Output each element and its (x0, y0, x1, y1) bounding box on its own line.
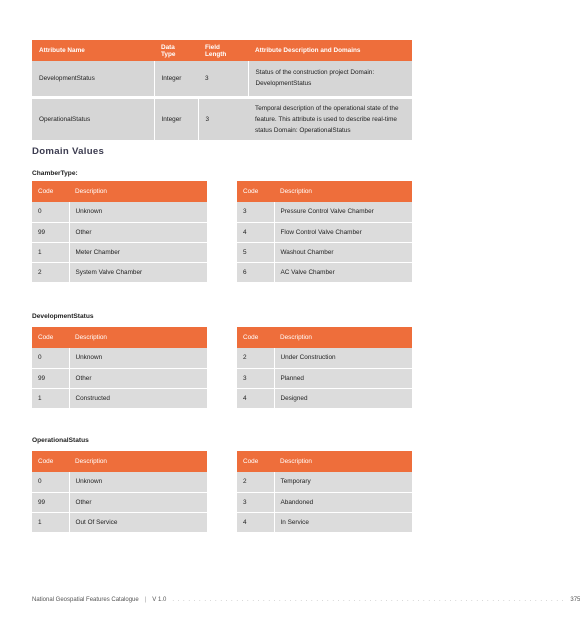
table-row (237, 388, 412, 408)
table-row (237, 472, 412, 492)
table-row (237, 242, 412, 262)
table-row (237, 348, 412, 368)
field-length-cell: 3 (198, 61, 248, 97)
code-cell: 1 (32, 512, 69, 532)
code-cell: 4 (237, 512, 274, 532)
chamber-type-table-left (32, 181, 207, 283)
code-cell: 1 (32, 242, 69, 262)
table-row (32, 61, 412, 97)
data-type-cell: Integer (154, 97, 198, 141)
table-row (32, 388, 207, 408)
footer-dot-leader: . . . . . . . . . . . . . . . . . . . . . . . . . . . . . . . . . . . . . . . . . . . . . . . . . . . . . . . . . . . . . . . . . . . . . . . . . . (172, 597, 565, 603)
domain-label-chamber-type: ChamberType: (32, 170, 78, 177)
page-number: 375 (570, 597, 580, 603)
domain-values-heading: Domain Values (32, 146, 105, 157)
description-cell: Unknown (69, 472, 207, 492)
attribute-name-cell: OperationalStatus (32, 97, 154, 141)
chamber-type-table-right (237, 181, 412, 283)
header-attribute-name: Attribute Name (32, 40, 154, 61)
header-description: Description (274, 327, 412, 348)
table-row (32, 348, 207, 368)
description-cell: Temporal description of the operational state of the feature. This attribute is used to describe real-time status Domain: OperationalStatus (248, 97, 412, 141)
table-row (32, 97, 412, 141)
header-code: Code (237, 327, 274, 348)
description-cell: Abandoned (274, 492, 412, 512)
domain-label-operational-status: OperationalStatus (32, 437, 89, 444)
table-row (237, 512, 412, 532)
code-cell: 99 (32, 368, 69, 388)
code-cell: 99 (32, 222, 69, 242)
description-cell: Out Of Service (69, 512, 207, 532)
code-cell: 2 (237, 348, 274, 368)
code-cell: 0 (32, 472, 69, 492)
table-header-row (237, 451, 412, 472)
table-row (237, 492, 412, 512)
description-cell: Flow Control Valve Chamber (274, 222, 412, 242)
table-row (32, 222, 207, 242)
header-code: Code (237, 181, 274, 202)
data-type-cell: Integer (154, 61, 198, 97)
table-row (32, 472, 207, 492)
header-field-length: Field Length (198, 40, 248, 61)
description-cell: Unknown (69, 202, 207, 222)
table-row (237, 262, 412, 282)
table-header-row (32, 451, 207, 472)
page-footer (32, 597, 580, 603)
header-description: Description (69, 451, 207, 472)
table-row (237, 222, 412, 242)
description-cell: Status of the construction project Domain: DevelopmentStatus (248, 61, 412, 97)
description-cell: Meter Chamber (69, 242, 207, 262)
operational-status-table-left (32, 451, 207, 533)
code-cell: 3 (237, 368, 274, 388)
description-cell: Other (69, 492, 207, 512)
header-code: Code (32, 181, 69, 202)
table-header-row (237, 327, 412, 348)
header-data-type: Data Type (154, 40, 198, 61)
development-status-table-right (237, 327, 412, 409)
header-description: Attribute Description and Domains (248, 40, 412, 61)
table-row (32, 202, 207, 222)
footer-version: V 1.0 (152, 597, 167, 603)
code-cell: 6 (237, 262, 274, 282)
code-cell: 0 (32, 202, 69, 222)
description-cell: Temporary (274, 472, 412, 492)
table-header-row (32, 181, 207, 202)
development-status-table-left (32, 327, 207, 409)
header-description: Description (274, 451, 412, 472)
header-description: Description (274, 181, 412, 202)
code-cell: 4 (237, 222, 274, 242)
table-row (237, 202, 412, 222)
description-cell: Washout Chamber (274, 242, 412, 262)
description-cell: Constructed (69, 388, 207, 408)
code-cell: 2 (32, 262, 69, 282)
table-header-row (237, 181, 412, 202)
table-row (237, 368, 412, 388)
code-cell: 1 (32, 388, 69, 408)
footer-separator: | (144, 597, 147, 603)
code-cell: 4 (237, 388, 274, 408)
description-cell: Pressure Control Valve Chamber (274, 202, 412, 222)
field-length-cell: 3 (198, 97, 248, 141)
description-cell: Under Construction (274, 348, 412, 368)
attribute-table-header (32, 40, 412, 61)
description-cell: AC Valve Chamber (274, 262, 412, 282)
code-cell: 2 (237, 472, 274, 492)
description-cell: In Service (274, 512, 412, 532)
description-cell: System Valve Chamber (69, 262, 207, 282)
table-row (32, 512, 207, 532)
table-row (32, 242, 207, 262)
description-cell: Other (69, 222, 207, 242)
header-code: Code (32, 451, 69, 472)
footer-title: National Geospatial Features Catalogue (32, 597, 139, 603)
attribute-name-cell: DevelopmentStatus (32, 61, 154, 97)
table-row (32, 368, 207, 388)
description-cell: Planned (274, 368, 412, 388)
header-description: Description (69, 327, 207, 348)
header-description: Description (69, 181, 207, 202)
code-cell: 99 (32, 492, 69, 512)
code-cell: 3 (237, 202, 274, 222)
header-code: Code (237, 451, 274, 472)
description-cell: Unknown (69, 348, 207, 368)
domain-label-development-status: DevelopmentStatus (32, 313, 94, 320)
code-cell: 3 (237, 492, 274, 512)
operational-status-table-right (237, 451, 412, 533)
table-header-row (32, 327, 207, 348)
table-row (32, 492, 207, 512)
code-cell: 5 (237, 242, 274, 262)
description-cell: Other (69, 368, 207, 388)
attribute-table (32, 40, 412, 143)
description-cell: Designed (274, 388, 412, 408)
header-code: Code (32, 327, 69, 348)
code-cell: 0 (32, 348, 69, 368)
table-row (32, 262, 207, 282)
